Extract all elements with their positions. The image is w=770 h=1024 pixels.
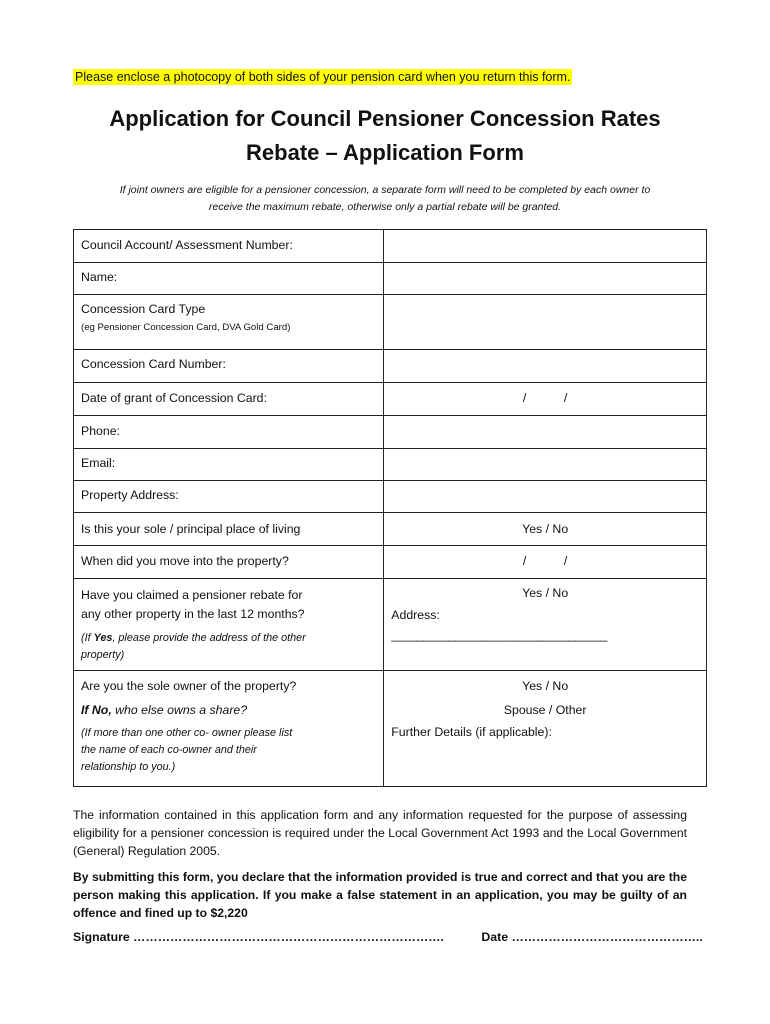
sole-owner-question: Are you the sole owner of the property?: [81, 679, 297, 693]
intro-line1: If joint owners are eligible for a pensioner concession, a separate form will need to be completed by each owner to: [119, 184, 651, 196]
phone-input[interactable]: [384, 416, 707, 449]
card-number-label: Concession Card Number:: [74, 350, 384, 383]
row-card-number: [74, 350, 707, 383]
card-type-example: (eg Pensioner Concession Card, DVA Gold Card): [81, 322, 291, 333]
other-rebate-note-line2: property): [81, 649, 125, 661]
co-owner-line2: the name of each co-owner and their: [81, 744, 257, 756]
declaration-paragraph: By submitting this form, you declare that the information provided is true and correct and that you are the person making this application. If you make a false statement in an application, you may be guilty of an offence and fined up to $2,220: [73, 870, 687, 920]
date-field[interactable]: Date ………………………………………..: [481, 930, 703, 944]
property-address-label: Property Address:: [74, 481, 384, 513]
row-sole-owner: [74, 671, 707, 787]
account-label: Council Account/ Assessment Number:: [74, 230, 384, 263]
row-account: [74, 230, 707, 263]
move-in-label: When did you move into the property?: [74, 546, 384, 579]
other-rebate-label: [74, 579, 384, 671]
other-rebate-note-pre: (If: [81, 632, 94, 644]
form-title-line2: Rebate – Application Form: [246, 140, 524, 165]
card-type-input[interactable]: [384, 295, 707, 350]
other-rebate-line1: Have you claimed a pensioner rebate for: [81, 588, 303, 602]
row-move-in: [74, 546, 707, 579]
card-type-label: [74, 295, 384, 350]
form-title-line1: Application for Council Pensioner Concession Rates: [109, 106, 661, 131]
signature-field[interactable]: Signature ………………………………………………………………….: [73, 930, 444, 944]
application-form-table: [73, 229, 707, 787]
other-rebate-answer: [384, 579, 707, 671]
form-title: [0, 102, 770, 170]
property-address-input[interactable]: [384, 481, 707, 513]
move-in-date-input[interactable]: / /: [384, 546, 707, 579]
principal-label: Is this your sole / principal place of living: [74, 513, 384, 546]
name-input[interactable]: [384, 263, 707, 295]
principal-yes-no[interactable]: Yes / No: [384, 513, 707, 546]
signature-row: [73, 930, 703, 944]
row-email: [74, 449, 707, 481]
row-card-type: [74, 295, 707, 350]
joint-owner-instructions: [72, 182, 698, 216]
row-address: [74, 481, 707, 513]
row-principal: [74, 513, 707, 546]
other-rebate-address-label: Address:: [391, 608, 440, 622]
account-input[interactable]: [384, 230, 707, 263]
name-label: Name:: [74, 263, 384, 295]
other-rebate-yes-no[interactable]: Yes / No: [522, 586, 569, 600]
row-phone: [74, 416, 707, 449]
email-label: Email:: [74, 449, 384, 481]
card-number-input[interactable]: [384, 350, 707, 383]
grant-date-input[interactable]: / /: [384, 383, 707, 416]
other-rebate-note-yes: Yes: [93, 632, 113, 644]
row-other-rebate: [74, 579, 707, 671]
if-no-question: [81, 703, 376, 717]
card-type-title: Concession Card Type: [81, 302, 206, 316]
spouse-other-choice[interactable]: Spouse / Other: [503, 703, 587, 717]
other-rebate-note: [81, 630, 376, 647]
row-grant-date: [74, 383, 707, 416]
email-input[interactable]: [384, 449, 707, 481]
other-rebate-note-post: , please provide the address of the other: [112, 632, 306, 644]
legal-information-paragraph: The information contained in this application form and any information requested for the purpose of assessing eligibility for a pensioner concession is required under the Local Government Act 1993 and the Local Government (General) Regulation 2005.: [73, 808, 687, 858]
further-details-label[interactable]: Further Details (if applicable):: [391, 725, 552, 739]
other-rebate-address-line[interactable]: __________________________________: [391, 628, 607, 642]
co-owner-line3: relationship to you.): [81, 761, 176, 773]
co-owner-line1: (If more than one other co- owner please list: [81, 727, 293, 739]
if-no-rest: who else owns a share?: [111, 703, 248, 717]
phone-label: Phone:: [74, 416, 384, 449]
pension-card-notice: Please enclose a photocopy of both sides of your pension card when you return this form.: [75, 70, 571, 84]
row-name: [74, 263, 707, 295]
grant-date-label: Date of grant of Concession Card:: [74, 383, 384, 416]
sole-owner-yes-no[interactable]: Yes / No: [522, 679, 569, 693]
sole-owner-label: [74, 671, 384, 787]
sole-owner-answer: [384, 671, 707, 787]
other-rebate-line2: any other property in the last 12 months?: [81, 607, 305, 621]
if-no-bold: If No,: [81, 703, 112, 717]
intro-line2: receive the maximum rebate, otherwise only a partial rebate will be granted.: [209, 201, 561, 213]
